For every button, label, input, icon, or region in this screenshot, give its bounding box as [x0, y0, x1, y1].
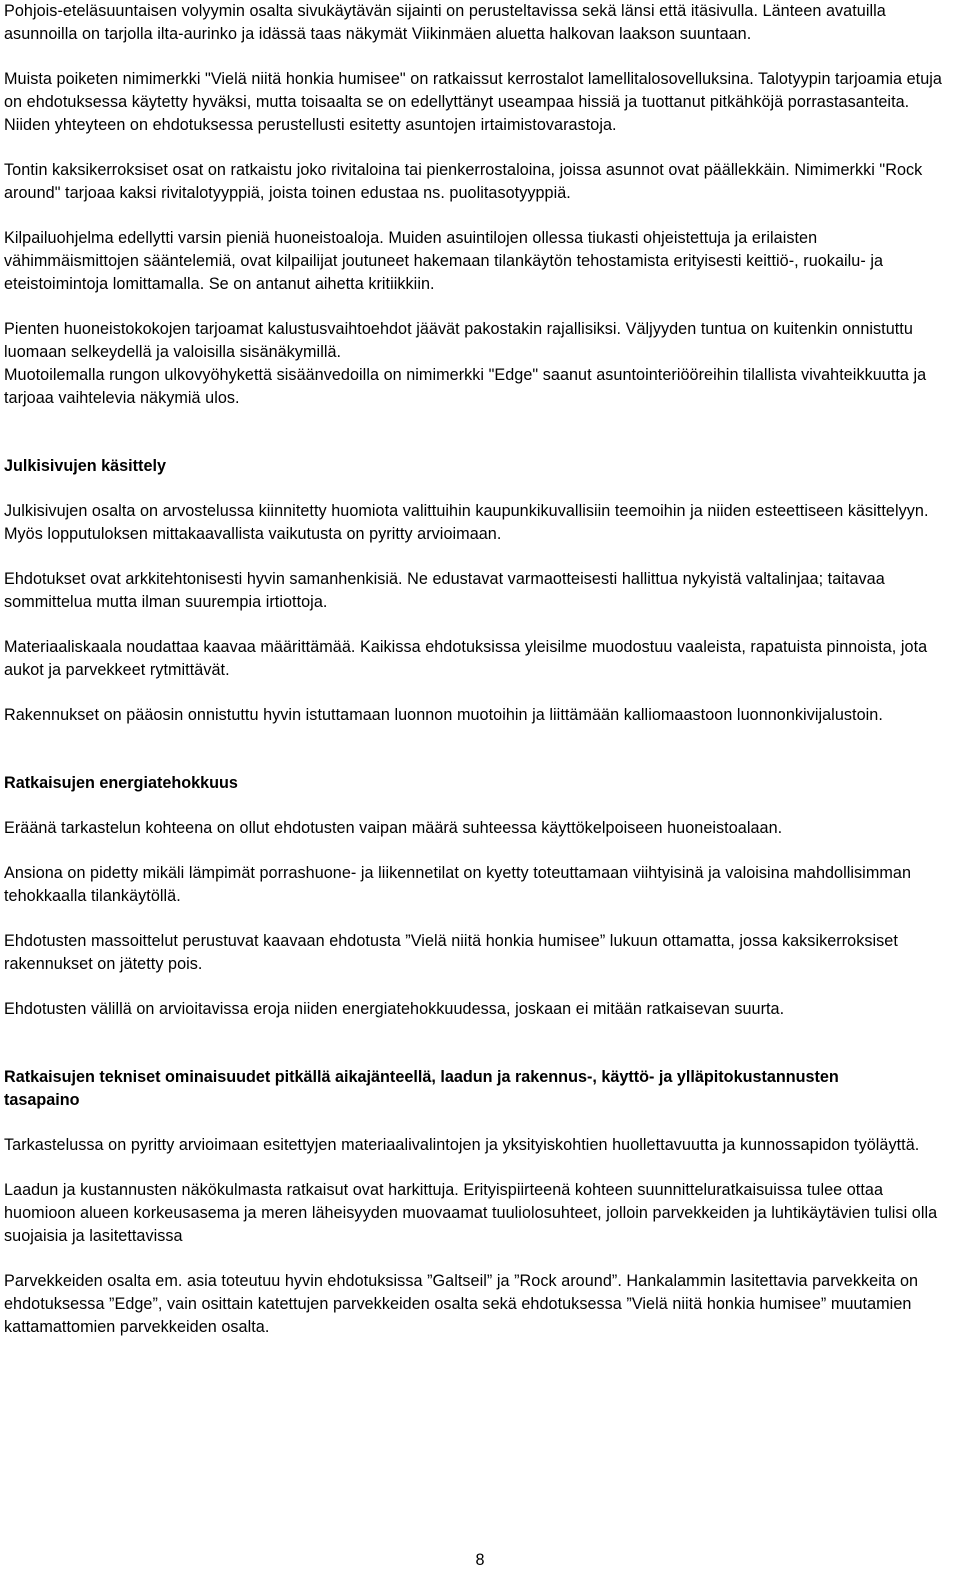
section-heading: Ratkaisujen energiatehokkuus — [4, 774, 238, 792]
paragraph: Tarkastelussa on pyritty arvioimaan esitettyjen materiaalivalintojen ja yksityiskohtien huollettavuutta ja kunnossapidon työläyttä. — [4, 1136, 920, 1154]
paragraph: Pienten huoneistokokojen tarjoamat kalustusvaihtoehdot jäävät pakostakin rajallisiksi. Väljyyden tuntua on kuitenkin onnistuttu luomaan selkeydellä ja valoisilla sisänäkymillä. — [4, 320, 913, 361]
section-heading: Julkisivujen käsittely — [4, 457, 166, 475]
paragraph: Ehdotukset ovat arkkitehtonisesti hyvin samanhenkisiä. Ne edustavat varmaotteisesti hallittua nykyistä valtalinjaa; taitavaa sommittelua mutta ilman suurempia irtiottoja. — [4, 570, 885, 611]
paragraph: Ehdotusten massoittelut perustuvat kaavaan ehdotusta ”Vielä niitä honkia humisee” lukuun ottamatta, jossa kaksikerroksiset rakennukset on jätetty pois. — [4, 932, 898, 973]
paragraph: Julkisivujen osalta on arvostelussa kiinnitetty huomiota valittuihin kaupunkikuvallisiin teemoihin ja niiden esteettiseen käsittelyyn. Myös lopputuloksen mittakaavallista vaikutusta on pyritty arvioimaan. — [4, 502, 929, 543]
paragraph: Ehdotusten välillä on arvioitavissa eroja niiden energiatehokkuudessa, joskaan ei mitään ratkaisevan suurta. — [4, 1000, 785, 1018]
paragraph: Muista poiketen nimimerkki "Vielä niitä honkia humisee" on ratkaissut kerrostalot lamellitalosovelluksina. Talotyypin tarjoamia etuja on ehdotuksessa käytetty hyväksi, mutta toisaalta se on edellyttänyt useampaa hissiä ja tuottanut pitkähköjä porrastasanteita. Niiden yhteyteen on ehdotuksessa perustellusti esitetty asuntojen irtaimistovarastoja. — [4, 70, 942, 134]
paragraph: Rakennukset on pääosin onnistuttu hyvin istuttamaan luonnon muotoihin ja liittämään kalliomaastoon luonnonkivijalustoin. — [4, 706, 883, 724]
section-julkisivut — [4, 455, 956, 727]
paragraph: Materiaaliskaala noudattaa kaavaa määrittämää. Kaikissa ehdotuksissa yleisilme muodostuu vaaleista, rapatuista pinnoista, jota aukot ja parvekkeet rytmittävät. — [4, 638, 928, 679]
section-heading: Ratkaisujen tekniset ominaisuudet pitkällä aikajänteellä, laadun ja rakennus-, käyttö- ja ylläpitokustannusten tasapaino — [4, 1068, 839, 1109]
paragraph: Muotoilemalla rungon ulkovyöhykettä sisäänvedoilla on nimimerkki "Edge" saanut asuntointeriööreihin tilallista vivahteikkuutta ja tarjoaa vaihtelevia näkymiä ulos. — [4, 366, 927, 407]
paragraph: Eräänä tarkastelun kohteena on ollut ehdotusten vaipan määrä suhteessa käyttökelpoiseen huoneistoalaan. — [4, 819, 783, 837]
paragraph: Ansiona on pidetty mikäli lämpimät porrashuone- ja liikennetilat on kyetty toteuttamaan viihtyisinä ja valoisina mahdollisimman tehokkaalla tilankäytöllä. — [4, 864, 911, 905]
page-number: 8 — [475, 1551, 485, 1569]
paragraph: Parvekkeiden osalta em. asia toteutuu hyvin ehdotuksissa ”Galtseil” ja ”Rock around”. Hankalammin lasitettavia parvekkeita on ehdotuksessa ”Edge”, vain osittain katettujen parvekkeiden osalta sekä ehdotuksessa ”Vielä niitä honkia humisee” muutamien kattamattomien parvekkeiden osalta. — [4, 1272, 919, 1336]
document-page — [4, 0, 956, 1339]
paragraph: Pohjois-eteläsuuntaisen volyymin osalta sivukäytävän sijainti on perusteltavissa sekä länsi että itäsivulla. Länteen avatuilla asunnoilla on tarjolla ilta-aurinko ja idässä taas näkymät Viikinmäen aluetta halkovan laakson suuntaan. — [4, 2, 886, 43]
section-tekniset-ominaisuudet — [4, 1066, 956, 1339]
paragraph: Kilpailuohjelma edellytti varsin pieniä huoneistoaloja. Muiden asuintilojen ollessa tiukasti ohjeistettuja ja erilaisten vähimmäismittojen sääntelemiä, ovat kilpailijat joutuneet hakemaan tilankäytön tehostamista erityisesti keittiö-, ruokailu- ja eteistoimintoja lomittamalla. Se on antanut aihetta kritiikkiin. — [4, 229, 884, 293]
paragraph: Tontin kaksikerroksiset osat on ratkaistu joko rivitaloina tai pienkerrostaloina, joissa asunnot ovat päällekkäin. Nimimerkki "Rock around" tarjoaa kaksi rivitalotyyppiä, joista toinen edustaa ns. puolitasotyyppiä. — [4, 161, 923, 202]
paragraph: Laadun ja kustannusten näkökulmasta ratkaisut ovat harkittuja. Erityispiirteenä kohteen suunnitteluratkaisuissa tulee ottaa huomioon alueen korkeusasema ja meren läheisyyden muovaamat tuuliolosuhteet, jolloin parvekkeiden ja luhtikäytävien tulisi olla suojaisia ja lasitettavissa — [4, 1181, 938, 1245]
section-energiatehokkuus — [4, 772, 956, 1021]
